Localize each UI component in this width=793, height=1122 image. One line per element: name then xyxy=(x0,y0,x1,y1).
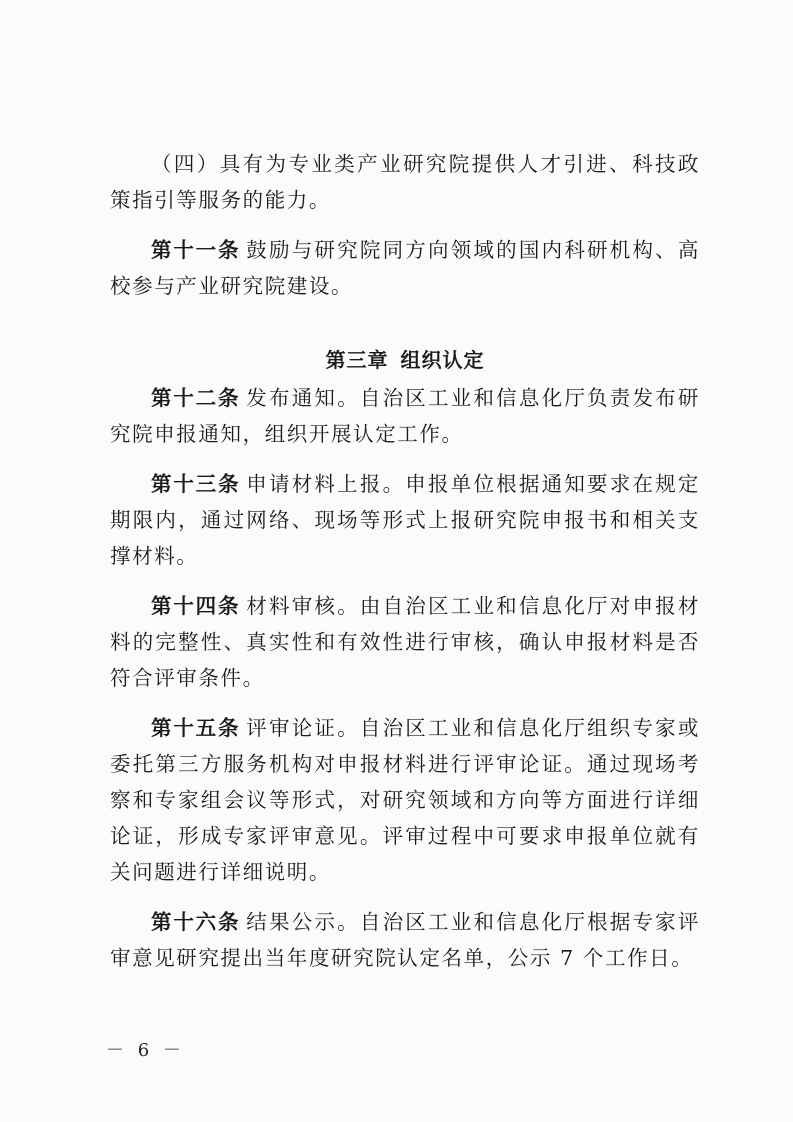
chapter-number: 第三章 xyxy=(325,348,389,372)
article-15 xyxy=(110,710,700,890)
article-number: 第十五条 xyxy=(151,716,241,740)
article-number: 第十一条 xyxy=(151,238,241,262)
chapter-title: 组织认定 xyxy=(400,348,485,372)
document-body xyxy=(110,146,700,976)
article-16 xyxy=(110,904,700,976)
article-number: 第十四条 xyxy=(151,594,241,618)
page-number: － 6 － xyxy=(106,1040,185,1061)
article-11 xyxy=(110,232,700,304)
article-text: 鼓励与研究院同方向领域的国内科研机构、高校参与产业研究院建设。 xyxy=(110,238,700,298)
article-text: 发布通知。自治区工业和信息化厅负责发布研究院申报通知，组织开展认定工作。 xyxy=(110,386,700,446)
article-text: 结果公示。自治区工业和信息化厅根据专家评审意见研究提出当年度研究院认定名单，公示 7 个工作日。 xyxy=(110,910,700,970)
article-number: 第十三条 xyxy=(151,472,241,496)
paragraph-text: （四）具有为专业类产业研究院提供人才引进、科技政策指引等服务的能力。 xyxy=(110,152,700,212)
article-number: 第十二条 xyxy=(151,386,241,410)
article-text: 申请材料上报。申报单位根据通知要求在规定期限内，通过网络、现场等形式上报研究院申报书和相关支撑材料。 xyxy=(110,472,700,568)
article-14 xyxy=(110,588,700,696)
article-13 xyxy=(110,466,700,574)
article-text: 材料审核。由自治区工业和信息化厅对申报材料的完整性、真实性和有效性进行审核，确认申报材料是否符合评审条件。 xyxy=(110,594,700,690)
article-12 xyxy=(110,380,700,452)
article-text: 评审论证。自治区工业和信息化厅组织专家或委托第三方服务机构对申报材料进行评审论证。通过现场考察和专家组会议等形式，对研究领域和方向等方面进行详细论证，形成专家评审意见。评审过程中可要求申报单位就有关问题进行详细说明。 xyxy=(110,716,700,884)
chapter-heading xyxy=(110,342,700,378)
paragraph-item-4 xyxy=(110,146,700,218)
article-number: 第十六条 xyxy=(151,910,241,934)
